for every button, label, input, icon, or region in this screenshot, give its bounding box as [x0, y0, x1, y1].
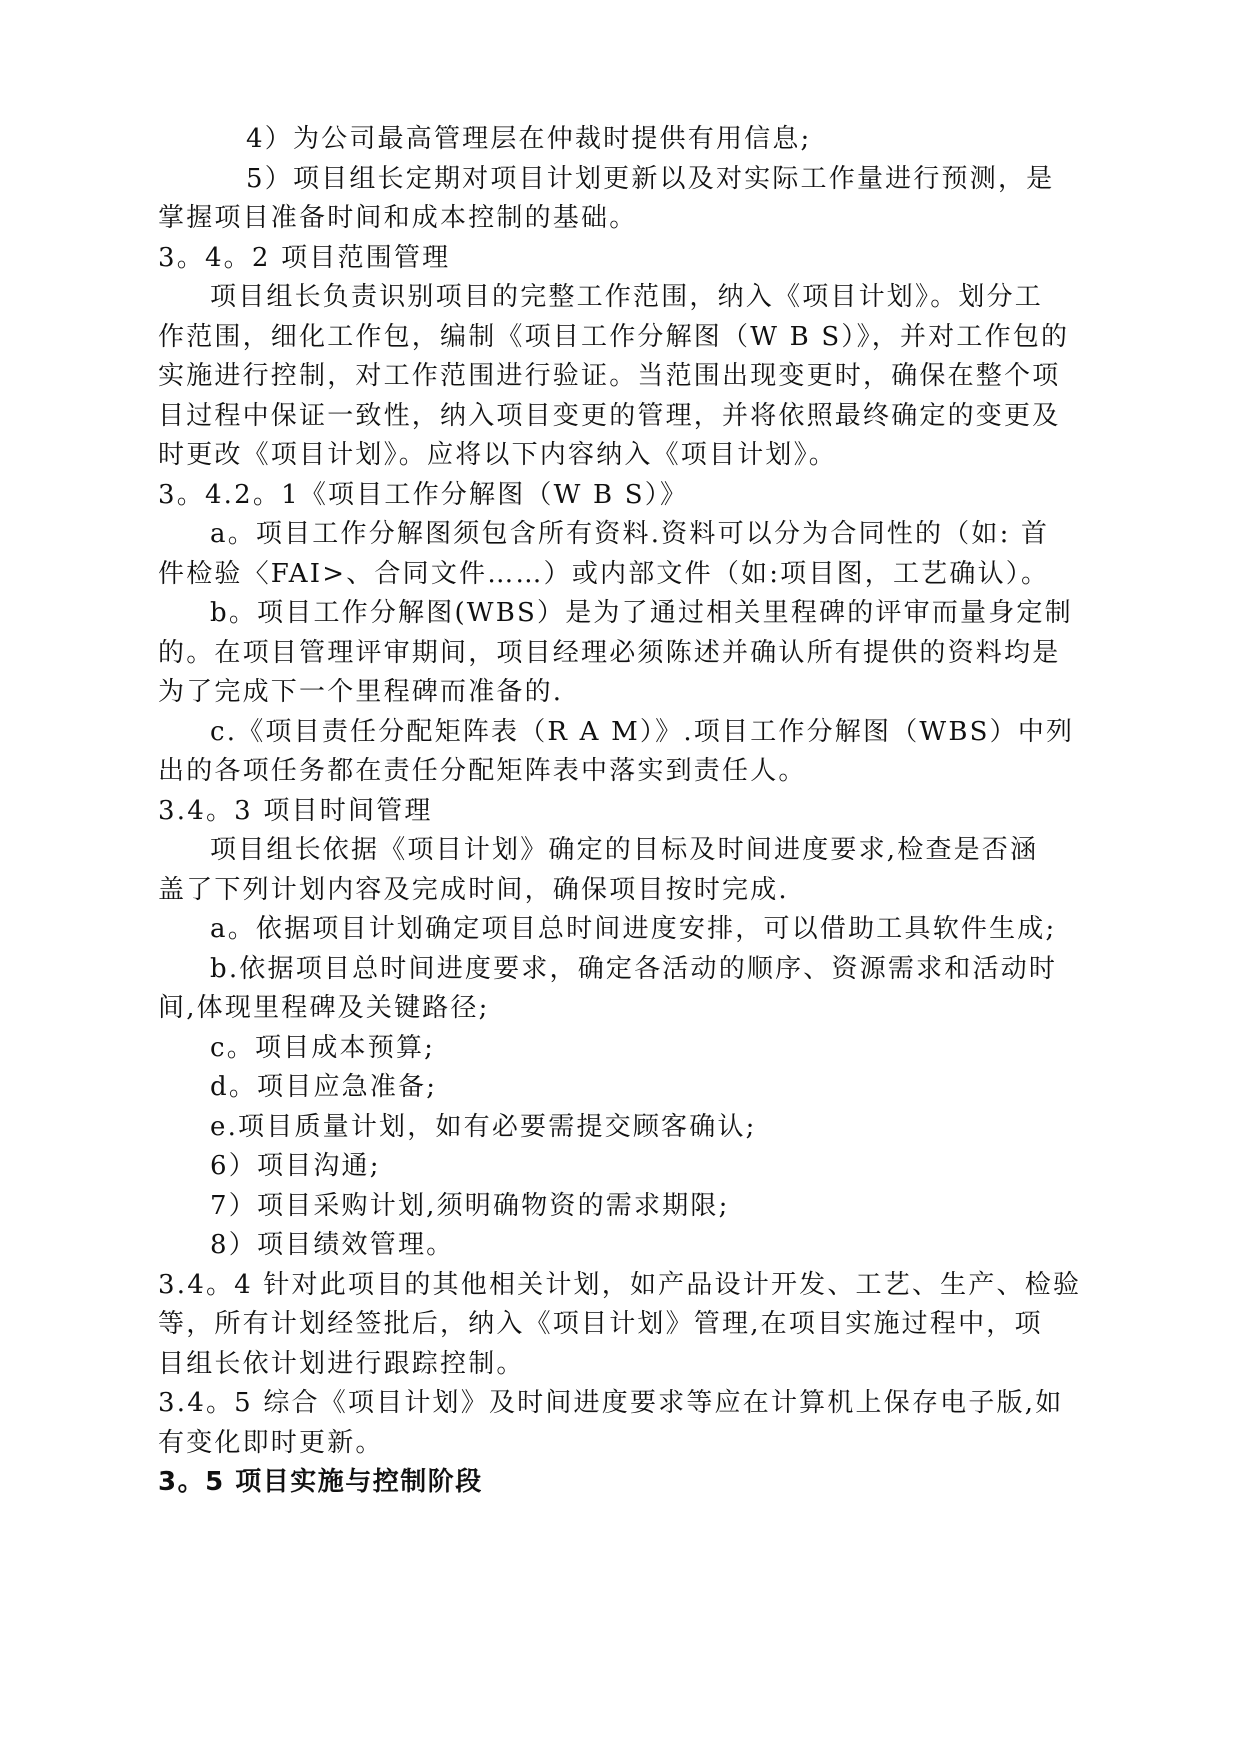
- list-item: d。项目应急准备;: [210, 1072, 438, 1102]
- paragraph-line: 件检验〈FAI>、合同文件……）或内部文件（如:项目图，工艺确认）。: [158, 558, 1050, 589]
- list-item: 7）项目采购计划,须明确物资的需求期限;: [210, 1190, 730, 1221]
- section-heading: 3.4。4 针对此项目的其他相关计划，如产品设计开发、工艺、生产、检验: [158, 1269, 1082, 1300]
- chapter-heading: 3。5 项目实施与控制阶段: [158, 1467, 483, 1497]
- paragraph-line: 目组长依计划进行跟踪控制。: [158, 1348, 525, 1379]
- list-item: e.项目质量计划，如有必要需提交顾客确认;: [210, 1111, 757, 1142]
- list-item: 8）项目绩效管理。: [210, 1230, 455, 1260]
- paragraph-line: 目过程中保证一致性，纳入项目变更的管理，并将依照最终确定的变更及: [158, 400, 1061, 431]
- paragraph-line: 的。在项目管理评审期间，项目经理必须陈述并确认所有提供的资料均是: [158, 637, 1061, 668]
- section-heading: 3。4.2。1《项目工作分解图（W B S）》: [158, 479, 689, 510]
- section-heading: 3.4。3 项目时间管理: [158, 795, 433, 826]
- paragraph-line: 为了完成下一个里程碑而准备的.: [158, 677, 564, 707]
- paragraph-line: 项目组长依据《项目计划》确定的目标及时间进度要求,检查是否涵: [210, 835, 1039, 865]
- list-item: 4）为公司最高管理层在仲裁时提供有用信息;: [246, 124, 812, 154]
- document-page: [158, 120, 1088, 1503]
- section-heading: 3.4。5 综合《项目计划》及时间进度要求等应在计算机上保存电子版,如: [158, 1388, 1064, 1418]
- paragraph-line: 盖了下列计划内容及完成时间，确保项目按时完成.: [158, 874, 789, 905]
- paragraph-line: 实施进行控制，对工作范围进行验证。当范围出现变更时，确保在整个项: [158, 361, 1061, 391]
- list-item: a。项目工作分解图须包含所有资料.资料可以分为合同性的（如: 首: [210, 519, 1050, 549]
- paragraph-line: 掌握项目准备时间和成本控制的基础。: [158, 203, 638, 233]
- list-item: c。项目成本预算;: [210, 1032, 436, 1063]
- section-heading: 3。4。2 项目范围管理: [158, 242, 451, 273]
- paragraph-line: 间,体现里程碑及关键路径;: [158, 993, 490, 1023]
- list-item: 6）项目沟通;: [210, 1151, 381, 1181]
- paragraph-line: 作范围，细化工作包，编制《项目工作分解图（W B S）》，并对工作包的: [158, 321, 1070, 352]
- paragraph-line: 有变化即时更新。: [158, 1427, 384, 1458]
- paragraph-line: 等，所有计划经签批后，纳入《项目计划》管理,在项目实施过程中，项: [158, 1309, 1043, 1339]
- list-item: a。依据项目计划确定项目总时间进度安排，可以借助工具软件生成;: [210, 914, 1057, 944]
- list-item: 5）项目组长定期对项目计划更新以及对实际工作量进行预测，是: [246, 163, 1055, 194]
- list-item: b。项目工作分解图(WBS）是为了通过相关里程碑的评审而量身定制: [210, 598, 1073, 628]
- list-item: c.《项目责任分配矩阵表（R A M）》.项目工作分解图（WBS）中列: [210, 716, 1075, 747]
- paragraph-line: 项目组长负责识别项目的完整工作范围，纳入《项目计划》。划分工: [210, 282, 1044, 312]
- list-item: b.依据项目总时间进度要求，确定各活动的顺序、资源需求和活动时: [210, 953, 1058, 984]
- paragraph-line: 时更改《项目计划》。应将以下内容纳入《项目计划》。: [158, 440, 838, 470]
- paragraph-line: 出的各项任务都在责任分配矩阵表中落实到责任人。: [158, 756, 807, 786]
